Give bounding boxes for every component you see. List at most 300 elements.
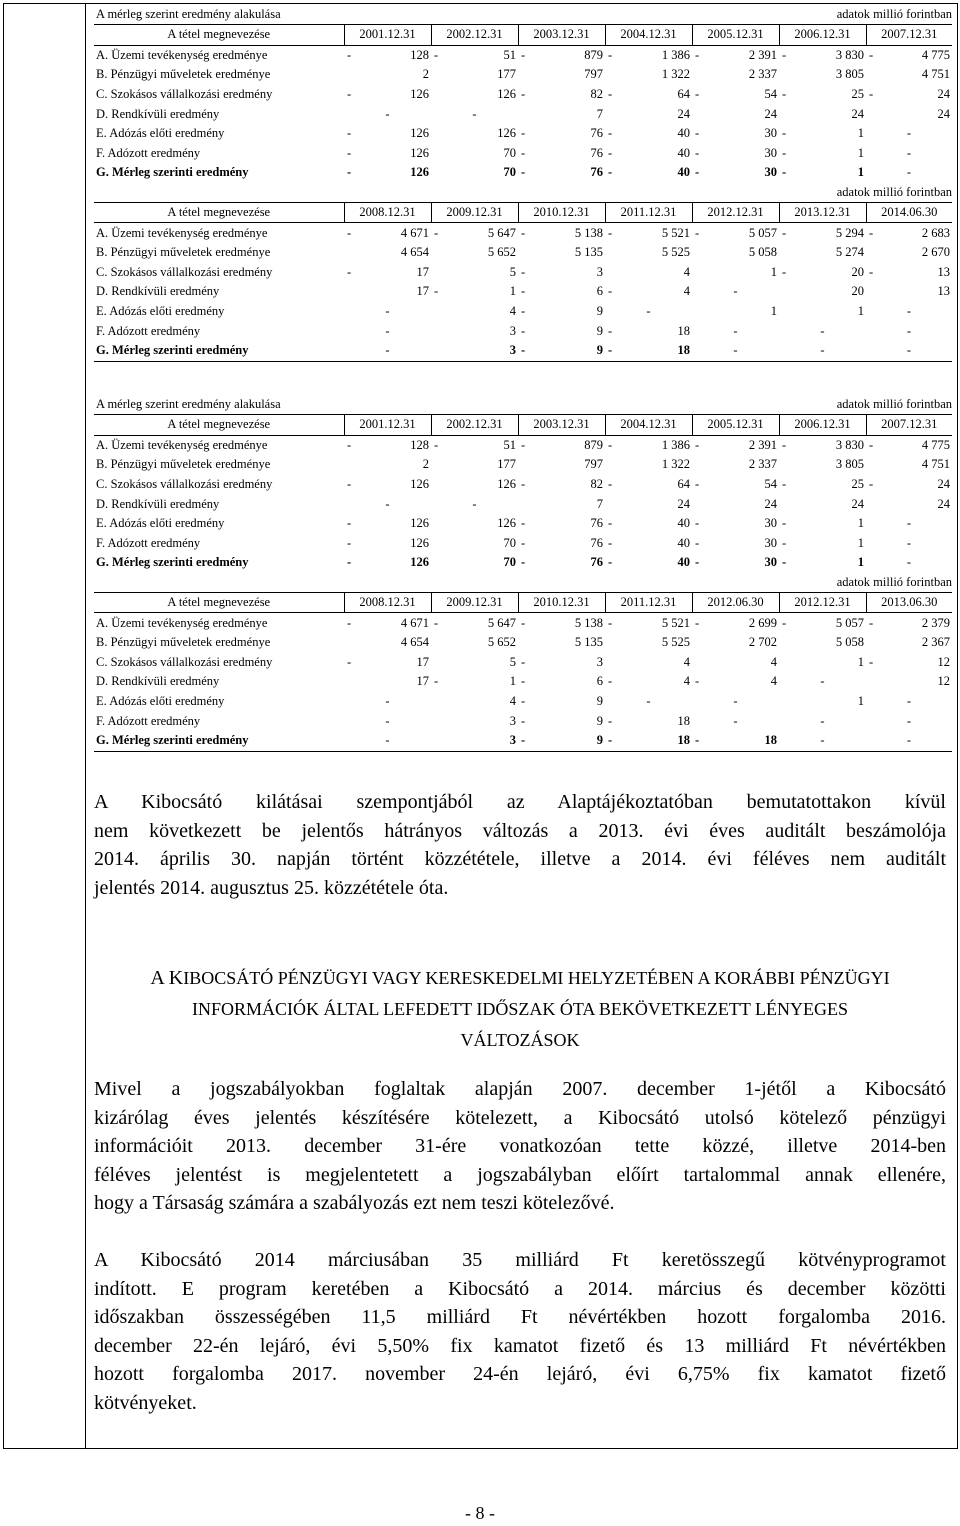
minus-sign: -	[521, 654, 526, 669]
minus-sign: -	[434, 47, 439, 62]
paragraph-line: hogy a Társaság számára a szabályozás ezt nem teszi kötelezővé.	[94, 1192, 615, 1215]
cell-value: 6	[596, 284, 603, 299]
value-cell	[431, 553, 518, 573]
column-header-date: 2010.12.31	[518, 592, 605, 613]
row-label: B. Pénzügyi műveletek eredménye	[96, 457, 271, 472]
cell-value: 25	[851, 477, 864, 492]
minus-sign: -	[434, 225, 439, 240]
value-cell	[866, 282, 952, 302]
cell-value: 126	[410, 145, 429, 160]
cell-value: 7	[596, 106, 603, 121]
value-cell	[431, 321, 518, 341]
minus-sign: -	[608, 733, 613, 748]
minus-sign: -	[521, 713, 526, 728]
row-label: G. Mérleg szerinti eredmény	[96, 555, 249, 570]
left-margin-line	[85, 4, 86, 1448]
value-cell	[605, 692, 692, 712]
cell-value: 128	[410, 437, 429, 452]
row-label: D. Rendkívüli eredmény	[96, 284, 220, 299]
table-header-row	[94, 202, 952, 223]
cell-value: 126	[497, 477, 516, 492]
cell-value: -	[733, 323, 738, 338]
table-header-row	[94, 25, 952, 46]
value-cell	[431, 243, 518, 263]
paragraph-line: indított. E program keretében a Kibocsátó a 2014. március és december közötti	[94, 1277, 946, 1300]
column-header-date: 2012.12.31	[692, 202, 779, 223]
column-header-date: 2009.12.31	[431, 592, 518, 613]
cell-value: -	[385, 496, 390, 511]
cell-value: 2 670	[921, 245, 950, 260]
minus-sign: -	[782, 87, 787, 102]
value-cell	[344, 613, 431, 633]
value-cell	[692, 223, 779, 243]
table-row	[94, 534, 952, 554]
value-cell	[344, 144, 431, 164]
value-cell	[692, 321, 779, 341]
minus-sign: -	[608, 225, 613, 240]
cell-value: 4	[683, 654, 690, 669]
value-cell	[431, 223, 518, 243]
row-label: C. Szokásos vállalkozási eredmény	[96, 264, 273, 279]
cell-value: 4 775	[921, 47, 950, 62]
value-cell	[344, 85, 431, 105]
value-cell	[518, 144, 605, 164]
cell-value: 40	[677, 145, 690, 160]
cell-value: 20	[851, 264, 864, 279]
value-cell	[605, 613, 692, 633]
cell-value: 9	[596, 733, 603, 748]
heading-line3: VÁLTOZÁSOK	[460, 1030, 580, 1050]
value-cell	[866, 475, 952, 495]
value-cell	[344, 514, 431, 534]
value-cell	[344, 282, 431, 302]
value-cell	[431, 435, 518, 455]
value-cell	[344, 633, 431, 653]
cell-value: 4 671	[400, 225, 429, 240]
minus-sign: -	[695, 126, 700, 141]
value-cell	[779, 613, 866, 633]
value-cell	[692, 553, 779, 573]
minus-sign: -	[521, 437, 526, 452]
value-cell	[866, 341, 952, 361]
cell-value: 64	[677, 477, 690, 492]
value-cell	[431, 341, 518, 361]
value-cell	[779, 514, 866, 534]
cell-value: 40	[677, 516, 690, 531]
cell-value: 18	[677, 713, 690, 728]
minus-sign: -	[608, 126, 613, 141]
minus-sign: -	[782, 264, 787, 279]
value-cell	[518, 302, 605, 322]
minus-sign: -	[608, 674, 613, 689]
cell-value: 1 386	[661, 47, 690, 62]
cell-value: -	[906, 555, 912, 570]
cell-value: 17	[416, 654, 429, 669]
value-cell	[779, 475, 866, 495]
row-label: C. Szokásos vállalkozási eredmény	[96, 477, 273, 492]
cell-value: 2 683	[921, 225, 950, 240]
minus-sign: -	[347, 615, 352, 630]
minus-sign: -	[521, 323, 526, 338]
value-cell	[431, 85, 518, 105]
value-cell	[866, 514, 952, 534]
value-cell	[866, 613, 952, 633]
row-label: A. Üzemi tevékenység eredménye	[96, 225, 268, 240]
cell-value: -	[646, 304, 651, 319]
paragraph-line: információit 2013. december 31-ére vonatkozóan tette közzé, illetve 2014-ben	[94, 1135, 946, 1158]
minus-sign: -	[782, 47, 787, 62]
value-cell	[605, 45, 692, 65]
paragraph-outlook	[94, 788, 946, 902]
minus-sign: -	[347, 555, 352, 570]
column-header-date: 2012.12.31	[779, 592, 866, 613]
column-header-date: 2008.12.31	[344, 592, 431, 613]
minus-sign: -	[869, 437, 874, 452]
value-cell	[518, 731, 605, 751]
cell-value: 1	[857, 145, 864, 160]
cell-value: 3	[509, 733, 516, 748]
cell-value: 1	[857, 555, 864, 570]
value-cell	[605, 534, 692, 554]
cell-value: 1 386	[661, 437, 690, 452]
minus-sign: -	[695, 733, 700, 748]
minus-sign: -	[347, 47, 352, 62]
cell-value: 4	[770, 654, 777, 669]
value-cell	[779, 731, 866, 751]
value-cell	[605, 223, 692, 243]
minus-sign: -	[782, 165, 787, 180]
row-label: F. Adózott eredmény	[96, 713, 201, 728]
column-header-date: 2003.12.31	[518, 25, 605, 46]
cell-value: 5 647	[487, 225, 516, 240]
cell-value: 40	[677, 126, 690, 141]
value-cell	[605, 435, 692, 455]
results-table-2	[94, 395, 952, 752]
value-cell	[866, 672, 952, 692]
cell-value: 1	[509, 284, 516, 299]
value-cell	[692, 65, 779, 85]
minus-sign: -	[608, 145, 613, 160]
value-cell	[605, 65, 692, 85]
value-cell	[692, 633, 779, 653]
cell-value: 70	[503, 555, 516, 570]
paragraph-line: 2014. április 30. napján történt közzététele, illetve a 2014. évi féléves nem auditált	[94, 848, 946, 871]
cell-value: 76	[590, 535, 603, 550]
column-header-date: 2005.12.31	[692, 415, 779, 436]
row-label: A. Üzemi tevékenység eredménye	[96, 437, 268, 452]
cell-value: -	[385, 323, 390, 338]
cell-value: 70	[503, 145, 516, 160]
cell-value: 24	[851, 106, 864, 121]
value-cell	[344, 124, 431, 144]
cell-value: 30	[764, 145, 777, 160]
value-cell	[779, 163, 866, 183]
column-header-date: 2014.06.30	[866, 202, 952, 223]
value-cell	[518, 711, 605, 731]
paragraph-line: A Kibocsátó kilátásai szempontjából az Alaptájékoztatóban bemutatottakon kívül	[94, 791, 946, 813]
value-cell	[605, 711, 692, 731]
value-cell	[866, 223, 952, 243]
cell-value: 3 805	[835, 457, 864, 472]
paragraph-line: A Kibocsátó 2014 márciusában 35 milliárd Ft keretösszegű kötvényprogramot	[94, 1249, 946, 1271]
cell-value: 5	[509, 264, 516, 279]
column-header-item: A tétel megnevezése	[94, 25, 344, 46]
value-cell	[605, 302, 692, 322]
cell-value: 2 337	[748, 67, 777, 82]
value-cell	[605, 672, 692, 692]
cell-value: 30	[764, 126, 777, 141]
minus-sign: -	[347, 225, 352, 240]
cell-value: -	[385, 694, 390, 709]
table-row	[94, 553, 952, 573]
value-cell	[779, 85, 866, 105]
value-cell	[692, 731, 779, 751]
value-cell	[779, 321, 866, 341]
table-caption	[94, 573, 952, 592]
cell-value: 9	[596, 323, 603, 338]
value-cell	[605, 553, 692, 573]
cell-value: 25	[851, 87, 864, 102]
cell-value: 24	[677, 106, 690, 121]
minus-sign: -	[347, 264, 352, 279]
paragraph-line: nem következett be jelentős hátrányos változás a 2013. évi éves auditált beszámolója	[94, 819, 946, 842]
value-cell	[431, 534, 518, 554]
cell-value: 6	[596, 674, 603, 689]
cell-value: 4 751	[921, 67, 950, 82]
value-cell	[518, 263, 605, 283]
cell-value: 2 391	[748, 437, 777, 452]
paragraph-bonds	[94, 1246, 946, 1418]
minus-sign: -	[521, 87, 526, 102]
cell-value: 2 367	[921, 635, 950, 650]
minus-sign: -	[608, 284, 613, 299]
cell-value: 126	[497, 87, 516, 102]
value-cell	[344, 104, 431, 124]
cell-value: 5 521	[661, 615, 690, 630]
minus-sign: -	[434, 674, 439, 689]
cell-value: 177	[497, 457, 516, 472]
value-cell	[866, 692, 952, 712]
value-cell	[518, 475, 605, 495]
cell-value: 1	[857, 304, 864, 319]
table-row	[94, 514, 952, 534]
heading-cap-a: A	[150, 967, 169, 989]
row-label: E. Adózás előti eredmény	[96, 516, 225, 531]
cell-value: -	[733, 713, 738, 728]
caption-title: A mérleg szerint eredmény alakulása	[96, 397, 281, 411]
minus-sign: -	[782, 145, 787, 160]
cell-value: -	[906, 145, 912, 160]
minus-sign: -	[521, 126, 526, 141]
cell-value: 4 751	[921, 457, 950, 472]
cell-value: 797	[584, 457, 603, 472]
value-cell	[866, 45, 952, 65]
cell-value: 126	[497, 516, 516, 531]
value-cell	[344, 243, 431, 263]
table-row	[94, 282, 952, 302]
value-cell	[692, 85, 779, 105]
cell-value: 24	[937, 496, 950, 511]
value-cell	[344, 494, 431, 514]
value-cell	[779, 711, 866, 731]
value-cell	[605, 341, 692, 361]
cell-value: 3	[509, 323, 516, 338]
column-header-date: 2004.12.31	[605, 415, 692, 436]
cell-value: 128	[410, 47, 429, 62]
value-cell	[692, 711, 779, 731]
cell-value: -	[385, 106, 390, 121]
minus-sign: -	[347, 437, 352, 452]
value-cell	[605, 263, 692, 283]
row-label: A. Üzemi tevékenység eredménye	[96, 615, 268, 630]
paragraph-line: hozott forgalomba 2017. november 24-én lejáró, évi 6,75% fix kamatot fizető	[94, 1363, 946, 1386]
column-header-date: 2006.12.31	[779, 415, 866, 436]
cell-value: 126	[497, 126, 516, 141]
cell-value: -	[906, 165, 912, 180]
value-cell	[779, 104, 866, 124]
cell-value: 5 135	[574, 635, 603, 650]
cell-value: 12	[937, 654, 950, 669]
minus-sign: -	[608, 87, 613, 102]
cell-value: 879	[584, 437, 603, 452]
row-label: D. Rendkívüli eredmény	[96, 496, 220, 511]
minus-sign: -	[782, 555, 787, 570]
value-cell	[866, 534, 952, 554]
cell-value: 4 654	[400, 245, 429, 260]
paragraph-line: féléves jelentést is megjelentetett a jogszabályban előírt tartalommal annak ellenére,	[94, 1163, 946, 1186]
minus-sign: -	[521, 674, 526, 689]
minus-sign: -	[869, 264, 874, 279]
column-header-date: 2011.12.31	[605, 202, 692, 223]
cell-value: 5 647	[487, 615, 516, 630]
paragraph-line: december 22-én lejáró, évi 5,50% fix kamatot fizető és 13 milliárd Ft névértékben	[94, 1334, 946, 1357]
value-cell	[431, 692, 518, 712]
cell-value: 5 525	[661, 635, 690, 650]
table-row	[94, 302, 952, 322]
value-cell	[779, 455, 866, 475]
value-cell	[692, 494, 779, 514]
cell-value: 24	[677, 496, 690, 511]
value-cell	[518, 65, 605, 85]
value-cell	[692, 144, 779, 164]
table-row	[94, 731, 952, 751]
minus-sign: -	[521, 145, 526, 160]
cell-value: 1 322	[661, 67, 690, 82]
cell-value: 51	[503, 47, 516, 62]
cell-value: 24	[764, 496, 777, 511]
value-cell	[692, 124, 779, 144]
value-cell	[605, 633, 692, 653]
value-cell	[518, 514, 605, 534]
minus-sign: -	[608, 535, 613, 550]
cell-value: 5 138	[574, 225, 603, 240]
cell-value: 4 671	[400, 615, 429, 630]
value-cell	[779, 692, 866, 712]
paragraph-line: időszakban összességében 11,5 milliárd Ft névértékben hozott forgalomba 2016.	[94, 1306, 946, 1329]
cell-value: 18	[677, 323, 690, 338]
column-header-date: 2006.12.31	[779, 25, 866, 46]
minus-sign: -	[695, 516, 700, 531]
minus-sign: -	[869, 654, 874, 669]
row-label: E. Adózás előti eredmény	[96, 126, 225, 141]
cell-value: 797	[584, 67, 603, 82]
financial-table	[94, 24, 952, 183]
minus-sign: -	[347, 165, 352, 180]
value-cell	[779, 494, 866, 514]
heading-cap-k: K	[168, 967, 184, 989]
minus-sign: -	[695, 477, 700, 492]
value-cell	[431, 282, 518, 302]
cell-value: 4	[509, 694, 516, 709]
value-cell	[344, 731, 431, 751]
value-cell	[431, 65, 518, 85]
cell-value: 7	[596, 496, 603, 511]
cell-value: 126	[410, 535, 429, 550]
minus-sign: -	[695, 47, 700, 62]
minus-sign: -	[608, 713, 613, 728]
value-cell	[779, 243, 866, 263]
value-cell	[431, 144, 518, 164]
cell-value: 126	[410, 87, 429, 102]
cell-value: -	[820, 323, 825, 338]
cell-value: 3 805	[835, 67, 864, 82]
column-header-item: A tétel megnevezése	[94, 202, 344, 223]
cell-value: 24	[937, 477, 950, 492]
cell-value: -	[733, 694, 738, 709]
value-cell	[431, 514, 518, 534]
minus-sign: -	[347, 535, 352, 550]
paragraph-line: jelentés 2014. augusztus 25. közzététele óta.	[94, 876, 449, 899]
value-cell	[605, 494, 692, 514]
cell-value: 5 274	[835, 245, 864, 260]
value-cell	[779, 435, 866, 455]
table-header-row	[94, 592, 952, 613]
value-cell	[692, 341, 779, 361]
minus-sign: -	[521, 535, 526, 550]
cell-value: 13	[937, 284, 950, 299]
column-header-date: 2002.12.31	[431, 415, 518, 436]
cell-value: 40	[677, 535, 690, 550]
cell-value: -	[906, 343, 912, 358]
cell-value: 126	[410, 165, 429, 180]
row-label: G. Mérleg szerinti eredmény	[94, 341, 344, 361]
cell-value: 2 391	[748, 47, 777, 62]
cell-value: 4	[683, 674, 690, 689]
cell-value: 5 521	[661, 225, 690, 240]
minus-sign: -	[608, 47, 613, 62]
value-cell	[779, 45, 866, 65]
cell-value: 70	[503, 165, 516, 180]
minus-sign: -	[521, 615, 526, 630]
cell-value: 126	[410, 555, 429, 570]
minus-sign: -	[608, 516, 613, 531]
cell-value: 76	[590, 165, 603, 180]
minus-sign: -	[695, 437, 700, 452]
row-label: G. Mérleg szerinti eredmény	[94, 731, 344, 751]
minus-sign: -	[521, 477, 526, 492]
cell-value: 9	[596, 694, 603, 709]
value-cell	[344, 163, 431, 183]
cell-value: 5 525	[661, 245, 690, 260]
cell-value: 5 135	[574, 245, 603, 260]
minus-sign: -	[521, 343, 526, 358]
cell-value: 3	[596, 654, 603, 669]
value-cell	[344, 223, 431, 243]
cell-value: 24	[764, 106, 777, 121]
value-cell	[605, 124, 692, 144]
cell-value: -	[906, 323, 912, 338]
row-label: F. Adózott eredmény	[96, 323, 201, 338]
